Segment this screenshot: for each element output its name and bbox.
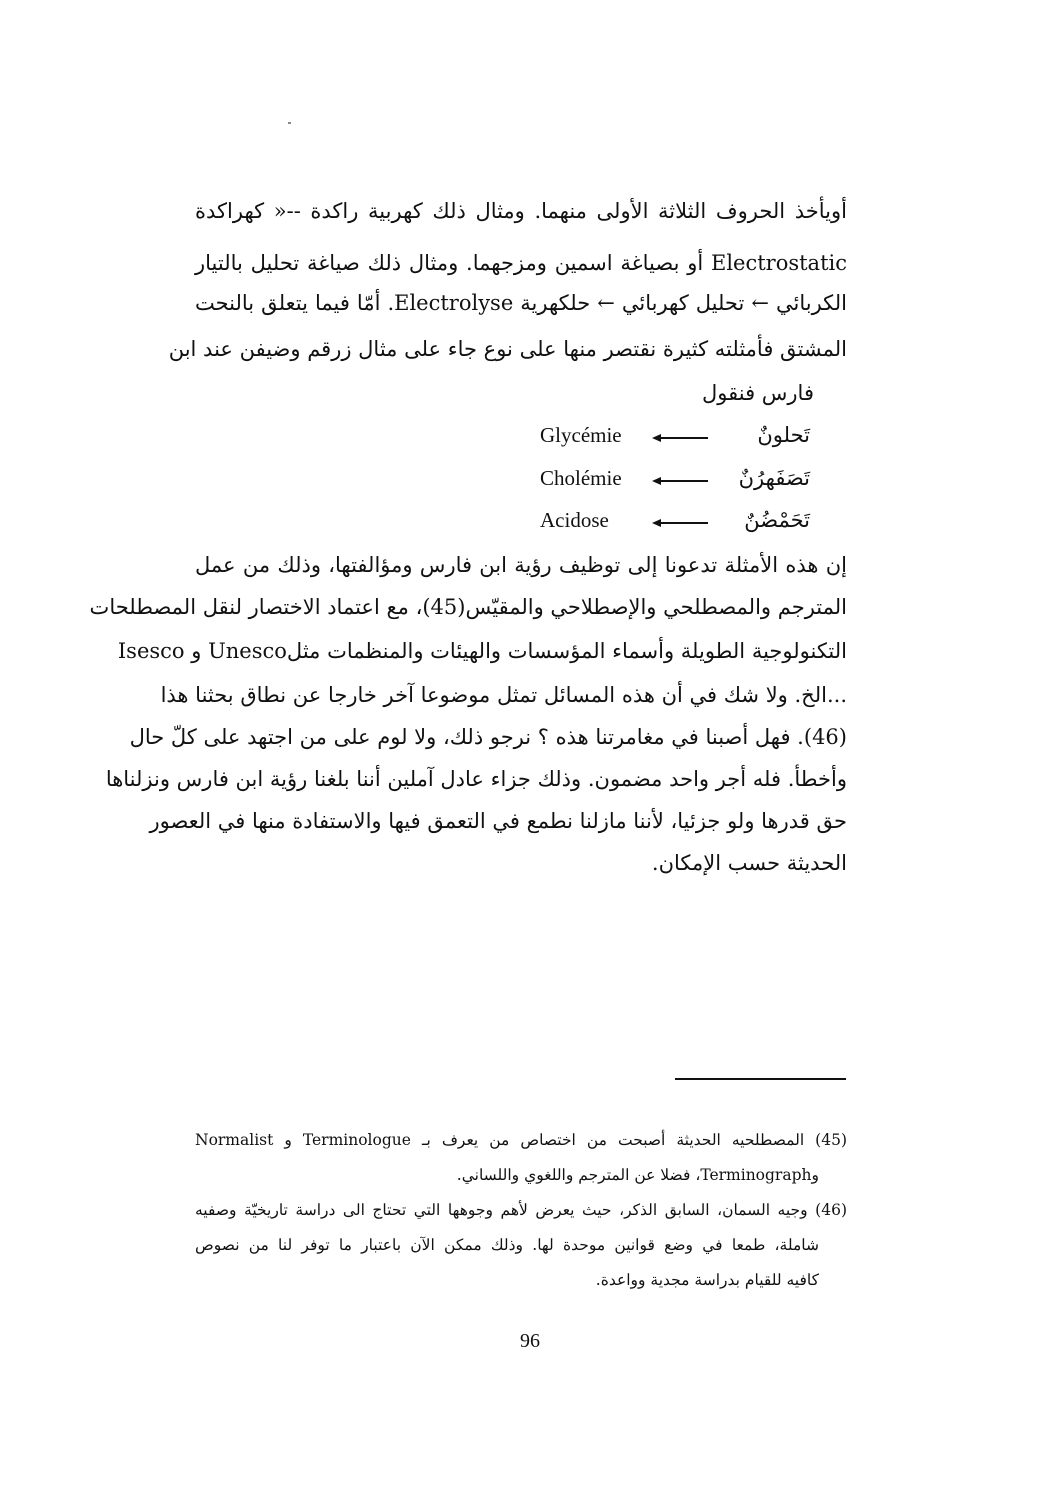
term-arabic: تَحلونٌ (757, 423, 810, 447)
body-line: إن هذه الأمثلة تدعونا إلى توظيف رؤية ابن فارس ومؤالفتها، وذلك من عمل (195, 553, 847, 577)
body-line: الكربائي ← تحليل كهربائي ← حلكهرية Electrolyse. أمّا فيما يتعلق بالنحت (195, 291, 847, 315)
body-line: التكنولوجية الطويلة وأسماء المؤسسات والهيئات والمنظمات مثلUnesco و Isesco (117, 639, 847, 663)
term-french: Glycémie (540, 423, 622, 447)
term-arabic: تَصَفَهرُنٌ (738, 466, 810, 490)
footnote-line: (46) وجيه السمان، السابق الذكر، حيث يعرض لأهم وجوهها التي تحتاج الى دراسة تاريخيّة وصفيه (195, 1201, 847, 1219)
term-row (540, 463, 810, 493)
body-line: (46). فهل أصبنا في مغامرتنا هذه ؟ نرجو ذلك، ولا لوم على من اجتهد على كلّ حال (129, 725, 847, 749)
scan-speck (288, 122, 291, 124)
body-line: الحديثة حسب الإمكان. (651, 851, 847, 875)
body-line: فارس فنقول (702, 381, 814, 405)
body-line: أويأخذ الحروف الثلاثة الأولى منهما. ومثال ذلك كهربية راكدة --« كهراكدة (195, 199, 847, 223)
footnote-line: كافيه للقيام بدراسة مجدية وواعدة. (595, 1271, 819, 1289)
body-line: وأخطأ. فله أجر واحد مضمون. وذلك جزاء عادل آملين أننا بلغنا رؤية ابن فارس ونزلناها (105, 767, 847, 791)
page-number: 96 (520, 1330, 540, 1352)
term-row (540, 420, 810, 450)
body-line: Electrostatic أو بصياغة اسمين ومزجهما. ومثال ذلك صياغة تحليل بالتيار (195, 251, 847, 275)
left-arrow-icon (652, 477, 708, 485)
term-french: Cholémie (540, 466, 622, 490)
term-french: Acidose (540, 508, 609, 532)
term-arabic: تَحَمْضُنٌ (744, 508, 810, 532)
footnote-line: (45) المصطلحيه الحديثة أصبحت من اختصاص من يعرف بـ Terminologue و Normalist (195, 1131, 847, 1149)
footnote-line: شاملة، طمعا في وضع قوانين موحدة لها. وذلك ممكن الآن باعتبار ما توفر لنا من نصوص (195, 1236, 819, 1254)
footnote-line: وTerminograph، فضلا عن المترجم واللغوي واللساني. (456, 1166, 819, 1184)
term-row (540, 505, 810, 535)
body-line: حق قدرها ولو جزئيا، لأننا مازلنا نطمع في التعمق فيها والاستفادة منها في العصور (149, 809, 847, 833)
body-line: ...الخ. ولا شك في أن هذه المسائل تمثل موضوعا آخر خارجا عن نطاق بحثنا هذا (160, 683, 847, 707)
body-line: المترجم والمصطلحي والإصطلاحي والمقيّس(45)، مع اعتماد الاختصار لنقل المصطلحات (89, 595, 847, 619)
body-line: المشتق فأمثلته كثيرة نقتصر منها على نوع جاء على مثال زرقم وضيفن عند ابن (168, 337, 847, 361)
footnote-divider (675, 1078, 846, 1080)
left-arrow-icon (652, 434, 708, 442)
left-arrow-icon (652, 519, 708, 527)
